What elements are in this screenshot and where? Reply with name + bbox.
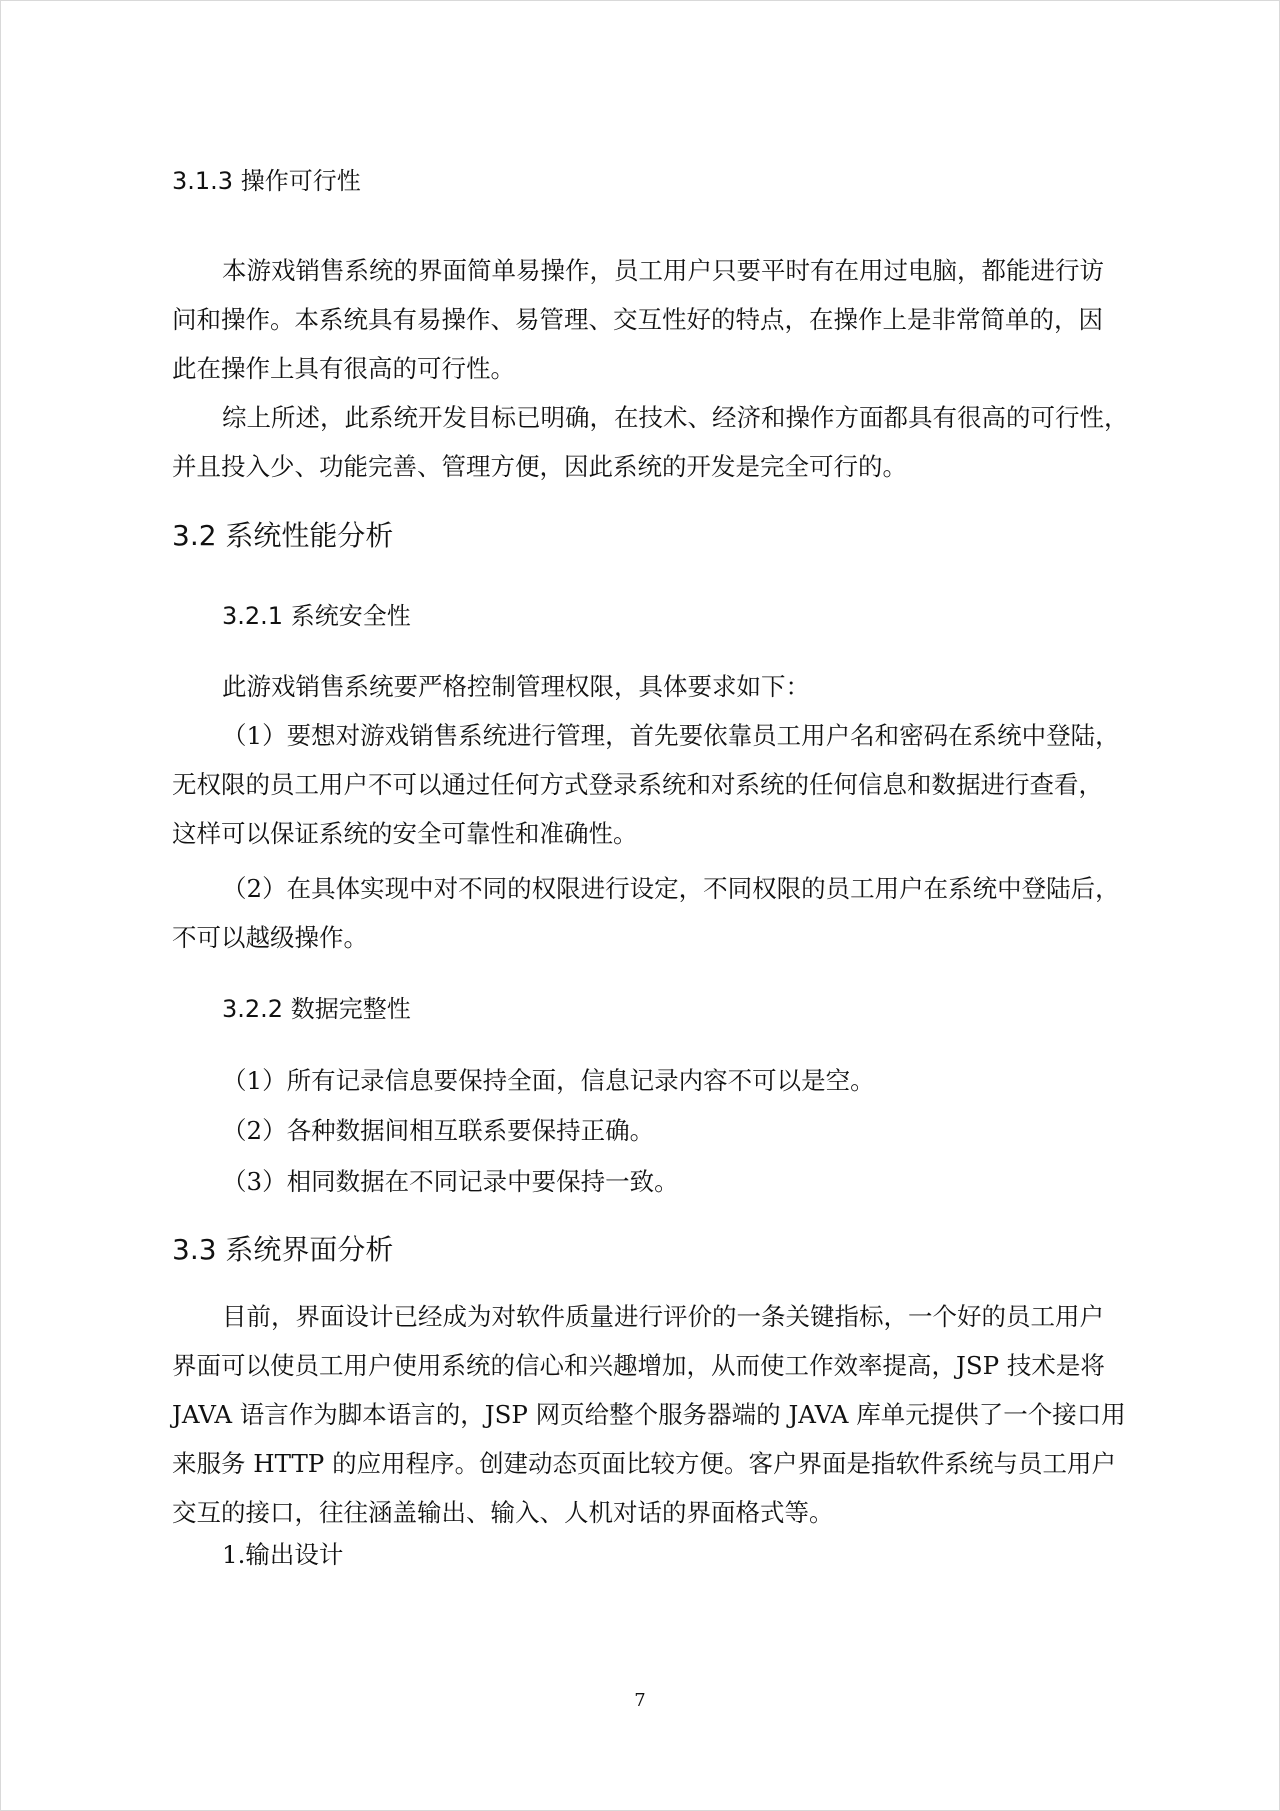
heading-3-2: 3.2 系统性能分析 (172, 519, 394, 552)
text-line: 此游戏销售系统要严格控制管理权限，具体要求如下： (222, 672, 810, 701)
text-line: 不可以越级操作。 (172, 923, 368, 952)
heading-3-2-2: 3.2.2 数据完整性 (222, 995, 411, 1023)
text-line: 问和操作。本系统具有易操作、易管理、交互性好的特点，在操作上是非常简单的，因 (172, 305, 1103, 334)
page-number: 7 (634, 1690, 646, 1711)
text-line: 并且投入少、功能完善、管理方便，因此系统的开发是完全可行的。 (172, 452, 907, 481)
text-line: 这样可以保证系统的安全可靠性和准确性。 (172, 819, 638, 848)
text-line: （2）在具体实现中对不同的权限进行设定，不同权限的员工用户在系统中登陆后， (222, 874, 1120, 903)
paragraph-interface (172, 1292, 1140, 1537)
paragraph-summary (172, 393, 1140, 491)
heading-3-2-1: 3.2.1 系统安全性 (222, 602, 411, 630)
text-line: 来服务 HTTP 的应用程序。创建动态页面比较方便。客户界面是指软件系统与员工用户 (172, 1449, 1117, 1478)
text-line: JAVA 语言作为脚本语言的，JSP 网页给整个服务器端的 JAVA 库单元提供了一个接口用 (172, 1400, 1126, 1429)
text-line: 界面可以使员工用户使用系统的信心和兴趣增加，从而使工作效率提高，JSP 技术是将 (172, 1351, 1105, 1380)
text-line: 无权限的员工用户不可以通过任何方式登录系统和对系统的任何信息和数据进行查看， (172, 770, 1103, 799)
paragraph-operability (172, 246, 1140, 393)
text-line: （1）要想对游戏销售系统进行管理，首先要依靠员工用户名和密码在系统中登陆， (222, 721, 1120, 750)
subheading-output-design: 1.输出设计 (222, 1540, 344, 1569)
paragraph-security-intro (172, 662, 1140, 711)
list-item: （3）相同数据在不同记录中要保持一致。 (222, 1167, 679, 1196)
heading-3-3: 3.3 系统界面分析 (172, 1233, 394, 1266)
paragraph-security-item-1 (172, 711, 1140, 858)
text-line: 综上所述，此系统开发目标已明确，在技术、经济和操作方面都具有很高的可行性， (222, 403, 1129, 432)
text-line: 此在操作上具有很高的可行性。 (172, 354, 515, 383)
list-item: （1）所有记录信息要保持全面，信息记录内容不可以是空。 (222, 1066, 875, 1095)
text-line: 交互的接口，往往涵盖输出、输入、人机对话的界面格式等。 (172, 1498, 834, 1527)
heading-3-1-3: 3.1.3 操作可行性 (172, 167, 361, 195)
paragraph-security-item-2 (172, 864, 1140, 962)
text-line: 本游戏销售系统的界面简单易操作，员工用户只要平时有在用过电脑，都能进行访 (222, 256, 1104, 285)
text-line: 目前，界面设计已经成为对软件质量进行评价的一条关键指标，一个好的员工用户 (222, 1302, 1104, 1331)
list-item: （2）各种数据间相互联系要保持正确。 (222, 1116, 655, 1145)
